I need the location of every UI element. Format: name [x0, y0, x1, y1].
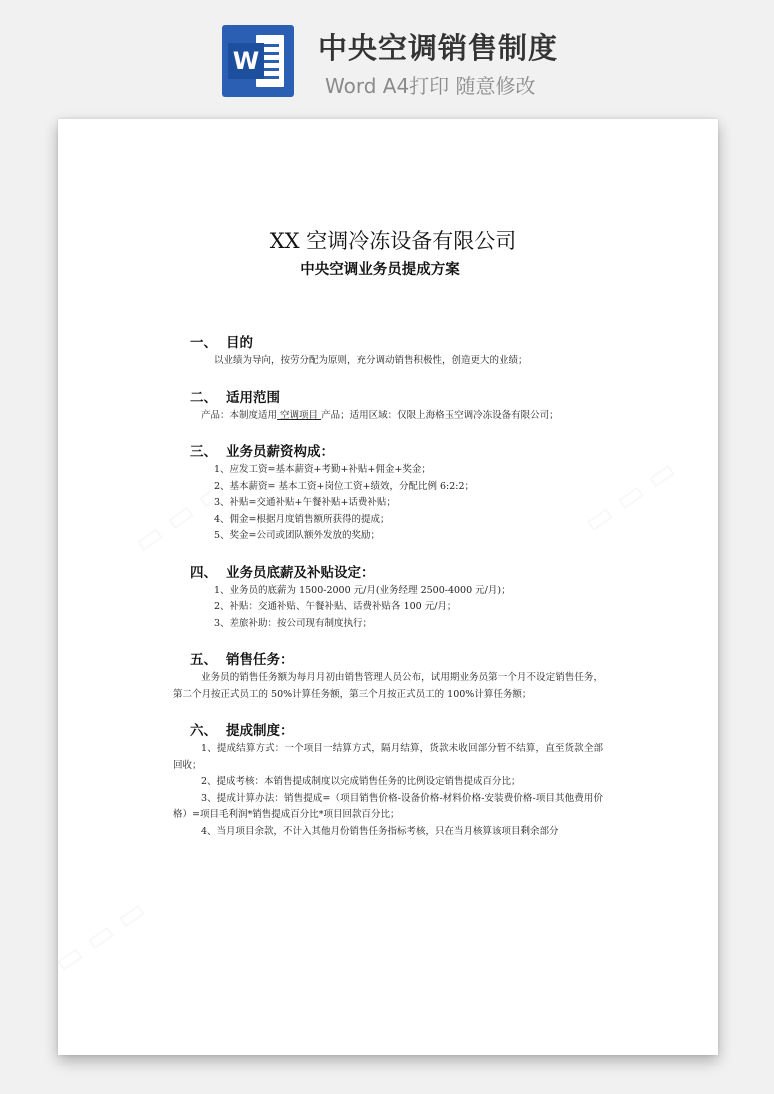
section-text: 1、提成结算方式：一个项目一结算方式，隔月结算，货款未收回部分暂不结算，直至货款全部回收； — [173, 743, 603, 771]
list-item: 2、基本薪资= 基本工资+岗位工资+绩效，分配比例 6:2:2； — [214, 480, 474, 492]
watermark: ▭ ▭ ▭ — [577, 452, 683, 541]
section-heading: 六、 提成制度： — [190, 723, 294, 739]
section-heading: 三、 业务员薪资构成： — [190, 444, 334, 460]
underlined-field: 空调项目 — [277, 409, 322, 421]
section-commission — [173, 721, 603, 840]
section-salary-structure — [173, 442, 603, 545]
word-logo-letter: W — [228, 43, 264, 79]
word-logo-icon — [222, 25, 294, 97]
section-text: 2、提成考核：本销售提成制度以完成销售任务的比例设定销售提成百分比； — [201, 776, 521, 787]
section-text: 产品：本制度适用 空调项目 产品；适用区域：仅限上海格玉空调冷冻设备有限公司； — [201, 409, 559, 421]
section-text: 业务员的销售任务额为每月月初由销售管理人员公布，试用期业务员第一个月不设定销售任务，第二个月按正式员工的 50%计算任务额，第三个月按正式员工的 100%计算任务额； — [173, 672, 603, 700]
document-content — [173, 227, 603, 840]
list-item: 1、应发工资=基本薪资+考勤+补贴+佣金+奖金； — [214, 464, 431, 475]
list-item: 1、业务员的底薪为 1500-2000 元/月(业务经理 2500-4000 元/月)； — [214, 584, 511, 596]
section-purpose — [173, 333, 603, 370]
section-sales-target — [173, 650, 603, 703]
section-text: 4、当月项目余款，不计入其他月份销售任务指标考核，只在当月核算该项目剩余部分 — [201, 825, 559, 837]
banner — [0, 0, 774, 110]
section-scope — [173, 388, 603, 425]
section-heading: 二、 适用范围 — [190, 389, 280, 406]
watermark: ▭ ▭ ▭ — [47, 892, 153, 981]
section-text: 3、提成计算办法：销售提成=（项目销售价格-设备价格-材料价格-安装费价格-项目其他费用价格）=项目毛利润*销售提成百分比*项目回款百分比； — [173, 792, 603, 820]
watermark: ▭ ▭ ▭ — [127, 472, 233, 561]
list-item: 4、佣金=根据月度销售额所获得的提成； — [214, 513, 390, 525]
list-item: 3、补贴=交通补贴+午餐补贴+话费补贴； — [214, 497, 396, 508]
section-heading: 五、 销售任务： — [190, 652, 294, 668]
list-item: 2、补贴：交通补贴、午餐补贴、话费补贴各 100 元/月； — [214, 601, 457, 612]
list-item: 5、奖金=公司或团队额外发放的奖励； — [214, 530, 381, 541]
section-heading: 四、 业务员底薪及补贴设定： — [190, 564, 375, 581]
section-base-salary — [173, 563, 603, 633]
list-item: 3、差旅补助：按公司现有制度执行； — [214, 617, 373, 629]
company-name: XX 空调冷冻设备有限公司 — [269, 229, 517, 253]
section-text: 以业绩为导向，按劳分配为原则，充分调动销售积极性，创造更大的业绩； — [214, 355, 528, 366]
document-subtitle: 中央空调业务员提成方案 — [300, 262, 460, 278]
document-page — [47, 119, 718, 1055]
section-heading: 一、 目的 — [190, 335, 253, 351]
banner-subtitle: Word A4打印 随意修改 — [325, 74, 536, 98]
banner-title: 中央空调销售制度 — [318, 31, 559, 65]
